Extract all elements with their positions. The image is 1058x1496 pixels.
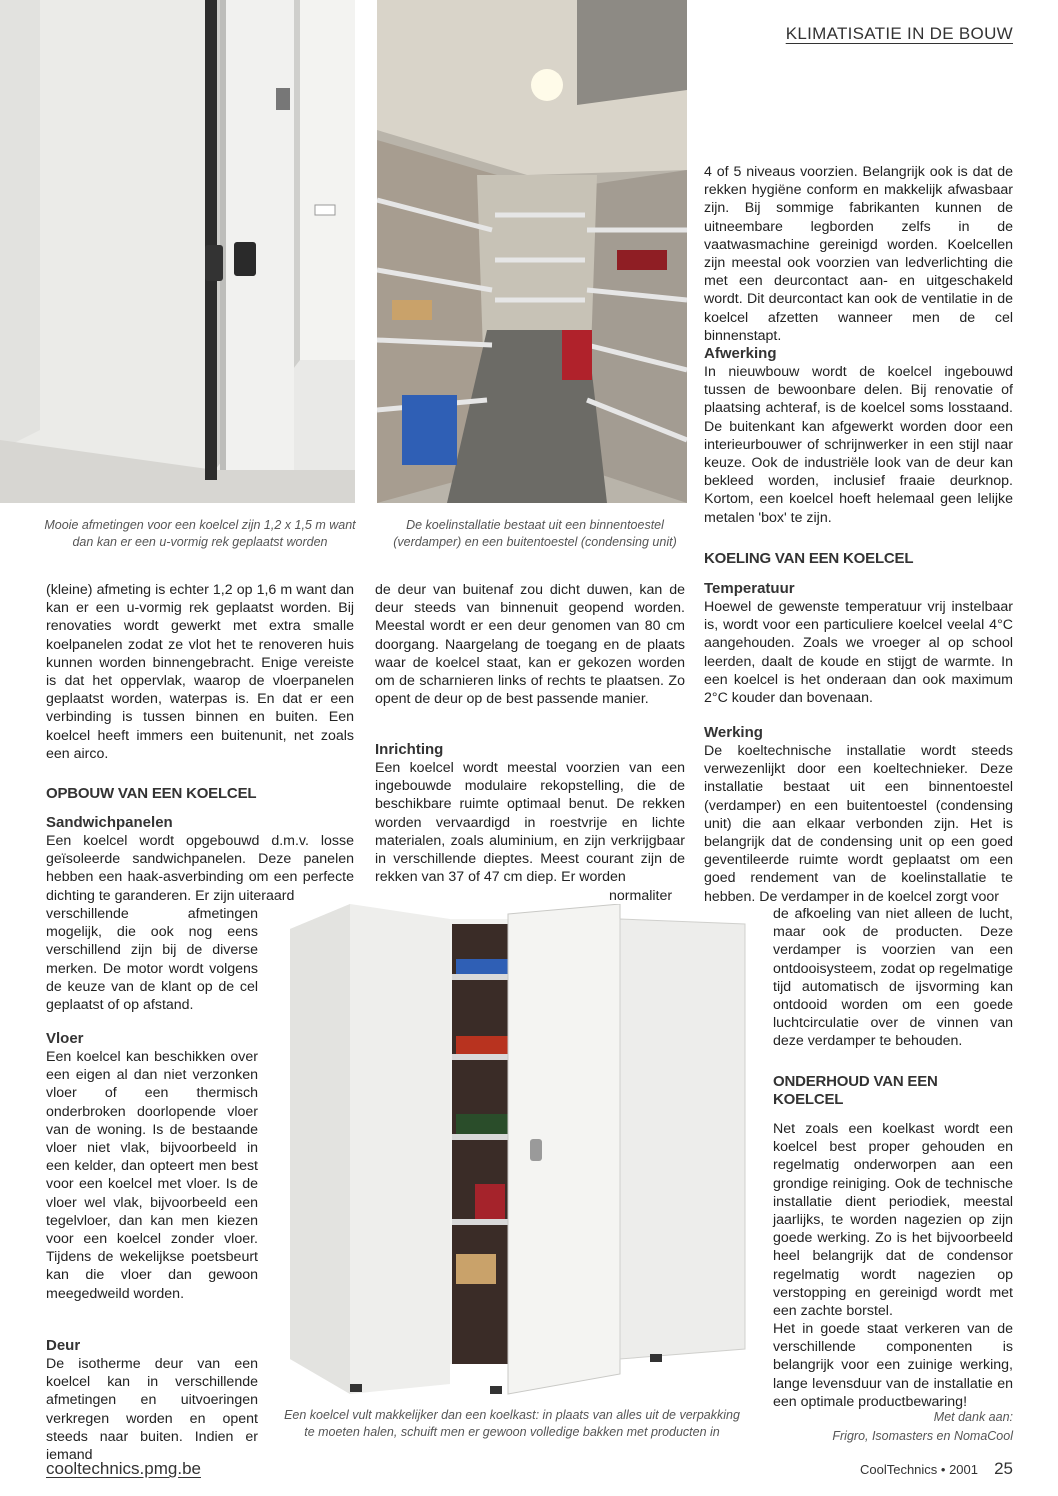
page-number: 25 [994,1459,1013,1478]
col3-paragraph-5: Net zoals een koelkast wordt een koelcel best proper gehouden en regelmatig onderworpen aan een grondige reiniging. Ook de technische installatie dient periodiek, meestal jaarlijks, te worden nagezien op zijn goede werking. Zo is het bijvoorbeeld heel belangrijk dat de condensor regelmatig wordt nagezien op verstopping en gereinigd wordt met een zachte borstel. [773,1121,1013,1320]
thanks-label: Met dank aan: [933,1410,1013,1424]
heading-opbouw: OPBOUW VAN EEN KOELCEL [46,785,257,802]
col1-paragraph-4: De isotherme deur van een koelcel kan in verschillende afmetingen en uitvoeringen verkregen worden en opent steeds naar buiten. Indien er iemand [46,1356,258,1464]
photo-coldroom-door [0,0,355,503]
col2-paragraph-1: de deur van buitenaf zou dicht duwen, kan de deur steeds van binnenuit geopend worden. Meestal wordt er een deur genomen van 80 cm doorgang. Naargelang de toegang en de plaats waar de koelcel staat, kan er gekozen worden om de scharnieren links of rechts te plaatsen. Zo opent de deur op de best passende manier. [375,582,685,708]
subheading-werking: Werking [704,724,763,741]
col3-paragraph-4a: De koeltechnische installatie wordt steeds verwezenlijkt door een koeltechnieker. Deze installatie bestaat uit een binnentoestel (verdamper) en een buitentoestel (condensing unit) die aan elkaar verbonden zijn. Het is belangrijk dat de condensing unit op een goed geventileerde ruimte wordt geplaatst om een goed rendement van de koelinstallatie te hebben. De verdamper in de koelcel zorgt voor [704,743,1013,905]
thanks-companies: Frigro, Isomasters en NomaCool [832,1429,1013,1443]
subheading-deur: Deur [46,1337,81,1354]
heading-koeling: KOELING VAN EEN KOELCEL [704,550,914,567]
heading-onderhoud: ONDERHOUD VAN EEN KOELCEL [773,1073,938,1108]
footer-url[interactable]: cooltechnics.pmg.be [46,1459,201,1478]
footer-magazine: CoolTechnics • 2001 [859,1462,978,1477]
col2-paragraph-2: Een koelcel wordt meestal voorzien van een ingebouwde modulaire rekopstelling, die de beschikbare ruimte optimaal benut. De rekken worden vervaardigd in roestvrije en lichte materialen, zoals aluminium, en zijn verkrijgbaar in verschillende dieptes. Meest courant zijn de rekken van 37 of 47 cm diep. Er worden [375,760,685,886]
photo-coldroom-unit [290,904,750,1399]
col2-paragraph-2-tail: normaliter [609,888,673,904]
subheading-temperatuur: Temperatuur [704,580,795,597]
col1-paragraph-3: Een koelcel kan beschikken over een eigen al dan niet verzonken vloer of een thermisch onderbroken doorlopende vloer van de woning. Is de bestaande vloer niet vlak, bijvoorbeeld in een kelder, dan opteert men best voor een koelcel met vloer. Is de vloer wel vlak, bijvoorbeeld een tegelvloer, dan kan men kiezen voor een koelcel zonder vloer. Tijdens de wekelijkse poetsbeurt kan die vloer dan gewoon meegedweild worden. [46,1049,258,1302]
col1-paragraph-2a: Een koelcel wordt opgebouwd d.m.v. losse geïsoleerde sandwichpanelen. Deze panelen hebben een haak-asverbinding om een perfecte dichting te garanderen. Er zijn uiteraard [46,833,354,904]
section-label: KLIMATISATIE IN DE BOUW [785,24,1013,43]
col1-paragraph-1: (kleine) afmeting is echter 1,2 op 1,6 m want dan kan er een u-vormig rek geplaatst worden. Bij renovaties wordt gewerkt met extra smalle koelpanelen zodat ze vlot het te renoveren huis kunnen worden binnengebracht. Enige vereiste is dat het oppervlak, waarop de vloerpanelen geplaatst worden, waterpas is. En dat er een verbinding is tussen binnen en buiten. Een koelcel heeft immers een buitenunit, net zoals een airco. [46,582,354,762]
caption-photo3: Een koelcel vult makkelijker dan een koelkast: in plaats van alles uit de verpakking te moeten halen, schuift men er gewoon volledige bakken met producten in [284,1408,740,1439]
photo-coldroom-interior [377,0,687,503]
caption-photo2: De koelinstallatie bestaat uit een binnentoestel (verdamper) en een buitentoestel (condensing unit) [393,518,677,549]
col3-paragraph-2: In nieuwbouw wordt de koelcel ingebouwd tussen de bewoonbare delen. Bij renovatie of plaatsing achteraf, is de koelcel soms losstaand. De buitenkant kan afgewerkt worden door een interieurbouwer of schrijnwerker in een stijl naar keuze. Ook de industriële look van de deur kan bekleed worden, inclusief fraaie deurknop. Kortom, een koelcel hoeft helemaal geen lelijke metalen 'box' te zijn. [704,364,1013,526]
col3-paragraph-1: 4 of 5 niveaus voorzien. Belangrijk ook is dat de rekken hygiëne conform en makkelijk afwasbaar zijn. Bij sommige fabrikanten kunnen de uitneembare legborden zelfs in de vaatwasmachine gereinigd worden. Koelcellen zijn meestal ook voorzien van ledverlichting die met een deurcontact aan- en uitgeschakeld wordt. Dit deurcontact kan ook de ventilatie in de koelcel afzetten wanneer men de cel binnenstapt. [704,164,1013,344]
caption-photo1: Mooie afmetingen voor een koelcel zijn 1,2 x 1,5 m want dan kan er een u-vormig rek geplaatst worden [44,518,356,549]
col3-paragraph-3: Hoewel de gewenste temperatuur vrij instelbaar is, wordt voor een particuliere koelcel veelal 4°C aangehouden. Zoals we vroeger al op school leerden, daalt de koude en stijgt de warmte. In een koelcel is het onderaan dan ook maximum 2°C kouder dan bovenaan. [704,599,1013,707]
subheading-afwerking: Afwerking [704,345,777,362]
subheading-sandwichpanelen: Sandwichpanelen [46,814,173,831]
subheading-inrichting: Inrichting [375,741,444,758]
col3-paragraph-6: Het in goede staat verkeren van de verschillende componenten is belangrijk voor een zuinige werking, lange levensduur van de installatie en een optimale productbewaring! [773,1321,1013,1410]
col1-paragraph-2b: verschillende afmetingen mogelijk, die ook nog eens verschillend zijn bij de diverse merken. De motor wordt volgens de keuze van de klant op de cel geplaatst of op afstand. [46,906,258,1014]
col3-paragraph-4b: de afkoeling van niet alleen de lucht, maar ook de producten. Deze verdamper is voorzien van een ontdooisysteem, zodat op regelmatige tijd automatisch de ijsvorming kan ontdooid worden om een goede luchtcirculatie over de vinnen van deze verdamper te behouden. [773,906,1013,1050]
subheading-vloer: Vloer [46,1030,84,1047]
